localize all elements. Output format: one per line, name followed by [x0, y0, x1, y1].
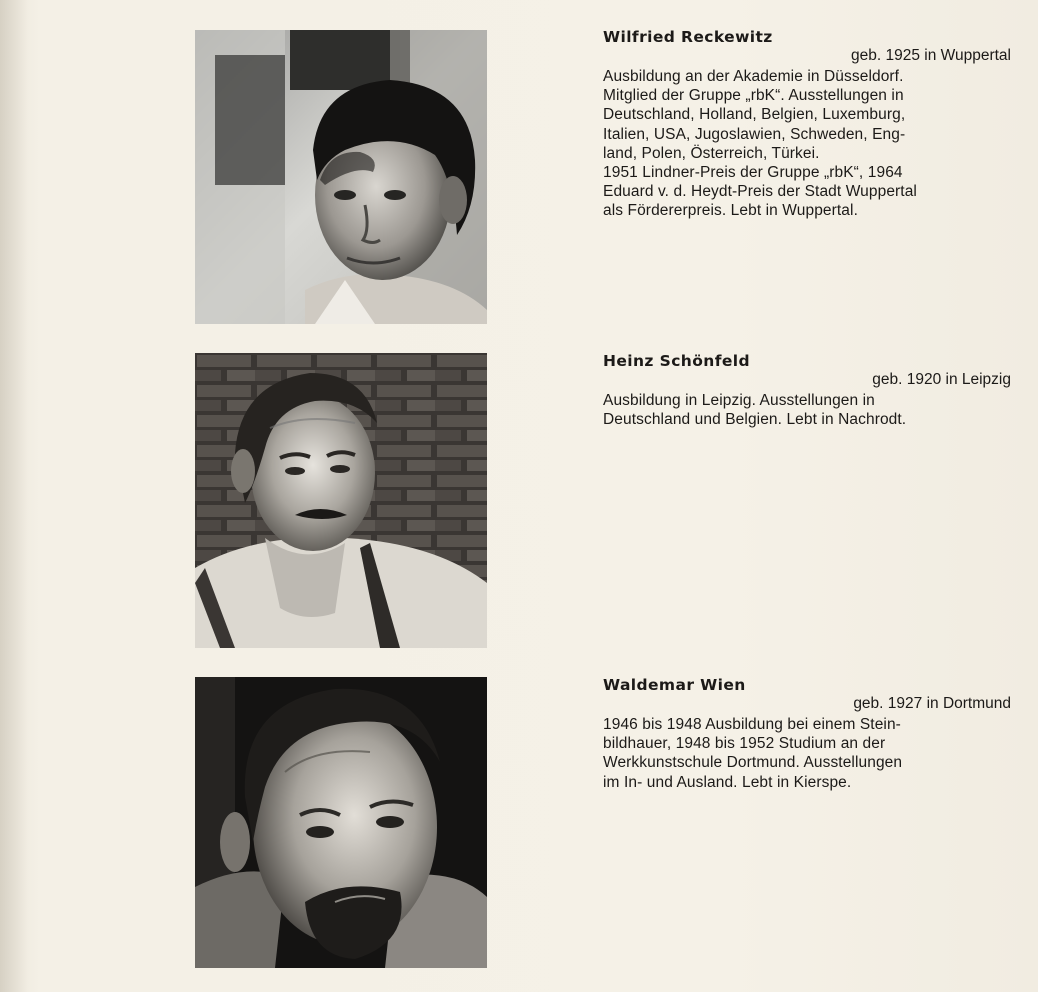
portrait-image-schoenfeld [195, 353, 487, 648]
bio-line: Ausbildung an der Akademie in Düsseldorf. [603, 68, 904, 85]
portrait-photo-wien [195, 677, 487, 968]
bio-line: 1946 bis 1948 Ausbildung bei einem Stein- [603, 716, 901, 733]
artist-birth-info: geb. 1927 in Dortmund [853, 695, 1011, 712]
bio-line: als Fördererpreis. Lebt in Wuppertal. [603, 202, 858, 220]
bio-line: im In- und Ausland. Lebt in Kierspe. [603, 773, 852, 791]
artist-bio-reckewitz [603, 28, 1011, 221]
portrait-photo-schoenfeld [195, 353, 487, 648]
artist-name: Heinz Schönfeld [603, 352, 750, 370]
portrait-photo-reckewitz [195, 30, 487, 324]
artist-birth-info: geb. 1925 in Wuppertal [851, 47, 1011, 64]
artist-bio-schoenfeld [603, 352, 1011, 429]
bio-line: Italien, USA, Jugoslawien, Schweden, Eng- [603, 125, 906, 143]
page-spine-shadow [0, 0, 28, 992]
artist-bio-text [603, 391, 1011, 429]
bio-line: Deutschland, Holland, Belgien, Luxemburg, [603, 106, 906, 124]
bio-line: Werkkunstschule Dortmund. Ausstellungen [603, 754, 903, 772]
artist-birth-info: geb. 1920 in Leipzig [872, 371, 1011, 388]
artist-bio-wien [603, 676, 1011, 792]
bio-line: 1951 Lindner-Preis der Gruppe „rbK“, 1964 [603, 164, 903, 182]
artist-name: Waldemar Wien [603, 676, 746, 694]
artist-bio-text [603, 67, 1011, 221]
portrait-image-wien [195, 677, 487, 968]
bio-line: Mitglied der Gruppe „rbK“. Ausstellungen in [603, 87, 904, 105]
artist-name: Wilfried Reckewitz [603, 28, 773, 46]
bio-line: bildhauer, 1948 bis 1952 Studium an der [603, 735, 886, 753]
bio-line: Eduard v. d. Heydt-Preis der Stadt Wuppertal [603, 183, 917, 201]
portrait-image-reckewitz [195, 30, 487, 324]
bio-line: Deutschland und Belgien. Lebt in Nachrodt. [603, 411, 907, 429]
artist-bio-text [603, 715, 1011, 792]
bio-line: land, Polen, Österreich, Türkei. [603, 144, 820, 162]
bio-line: Ausbildung in Leipzig. Ausstellungen in [603, 392, 875, 409]
